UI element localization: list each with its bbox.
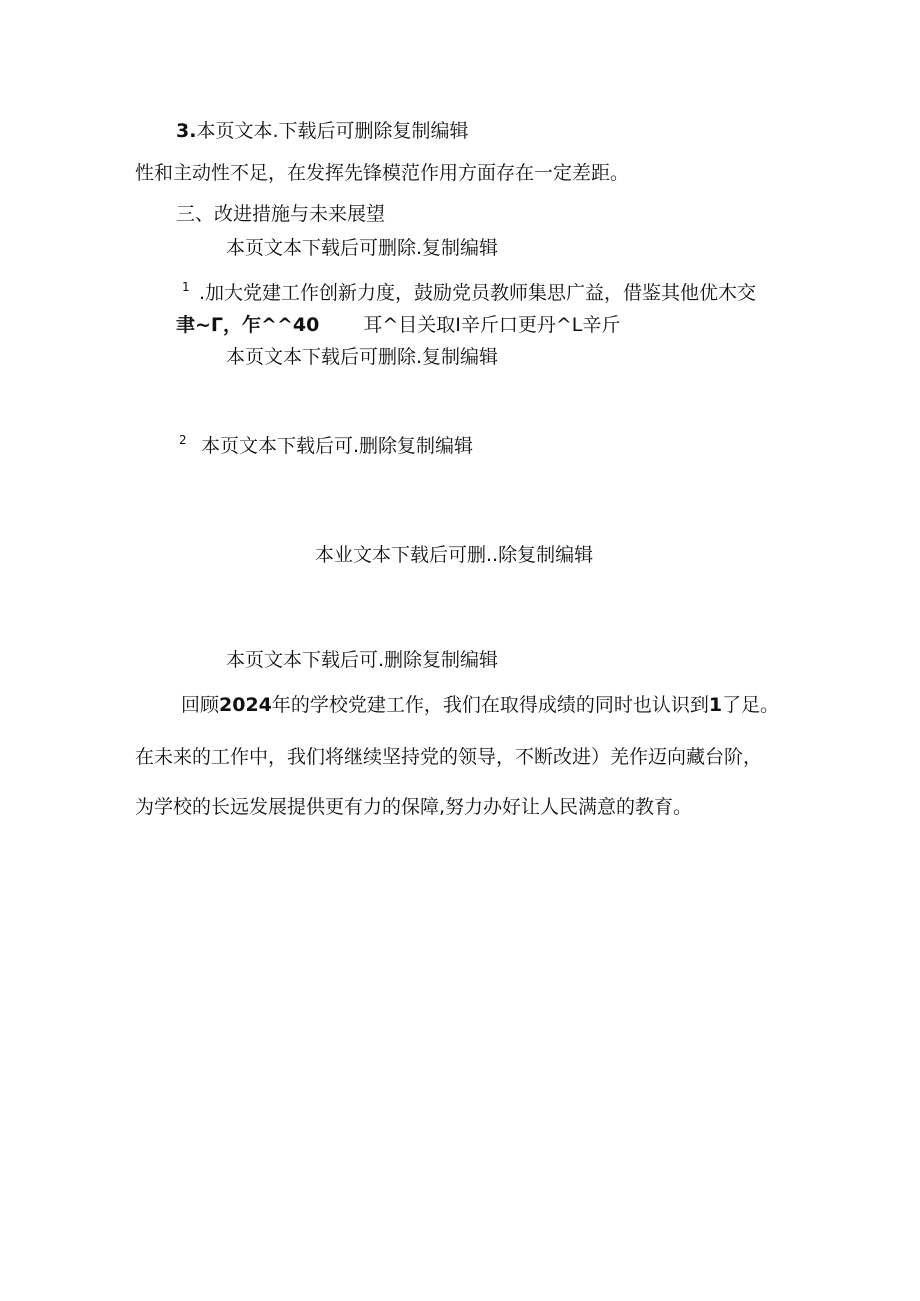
watermark-line: 本页文本下载后可删除.复制编辑 xyxy=(226,346,499,368)
list-item-2: 本页文本下载后可.删除复制编辑 xyxy=(201,435,474,457)
heading-text: 本页文本.下载后可删除复制编辑 xyxy=(196,120,469,142)
garbled-text-b: 耳^目关取I辛斤口更丹^L辛斤 xyxy=(363,314,621,336)
heading-line-3 xyxy=(176,119,469,143)
watermark-line: 本页文本下载后可删除.复制编辑 xyxy=(226,237,499,259)
watermark-line-centered: 本业文本下载后可删..除复制编辑 xyxy=(315,544,594,566)
watermark-line: 本页文本下载后可.删除复制编辑 xyxy=(226,649,499,671)
closing-paragraph-line-3: 为学校的长远发展提供更有力的保障,努力办好让人民满意的教育。 xyxy=(135,796,693,818)
list-marker-2: 2 xyxy=(179,433,187,447)
text-span: 回顾 xyxy=(181,694,220,716)
inline-number: 1 xyxy=(708,694,723,716)
closing-paragraph-line-2: 在未来的工作中，我们将继续坚持党的领导，不断改进）羌作迈向藏台阶， xyxy=(135,746,763,768)
list-item-1: .加大党建工作创新力度，鼓励党员教师集思广益，借鉴其他优木交 xyxy=(199,282,757,304)
list-item-1-continuation xyxy=(176,313,620,337)
paragraph-line: 性和主动性不足，在发挥先锋模范作用方面存在一定差距。 xyxy=(135,162,630,184)
garbled-text-a: 聿~Γ，乍^^40 xyxy=(176,314,320,336)
text-span: 了足。 xyxy=(722,694,780,716)
year-number: 2024 xyxy=(219,694,272,716)
text-span: 年的学校党建工作，我们在取得成绩的同时也认识到 xyxy=(271,694,709,716)
heading-number: 3. xyxy=(176,120,197,142)
section-heading: 三、改进措施与未来展望 xyxy=(176,203,386,225)
closing-paragraph-line-1 xyxy=(181,693,779,717)
list-marker-1: 1 xyxy=(182,280,190,294)
